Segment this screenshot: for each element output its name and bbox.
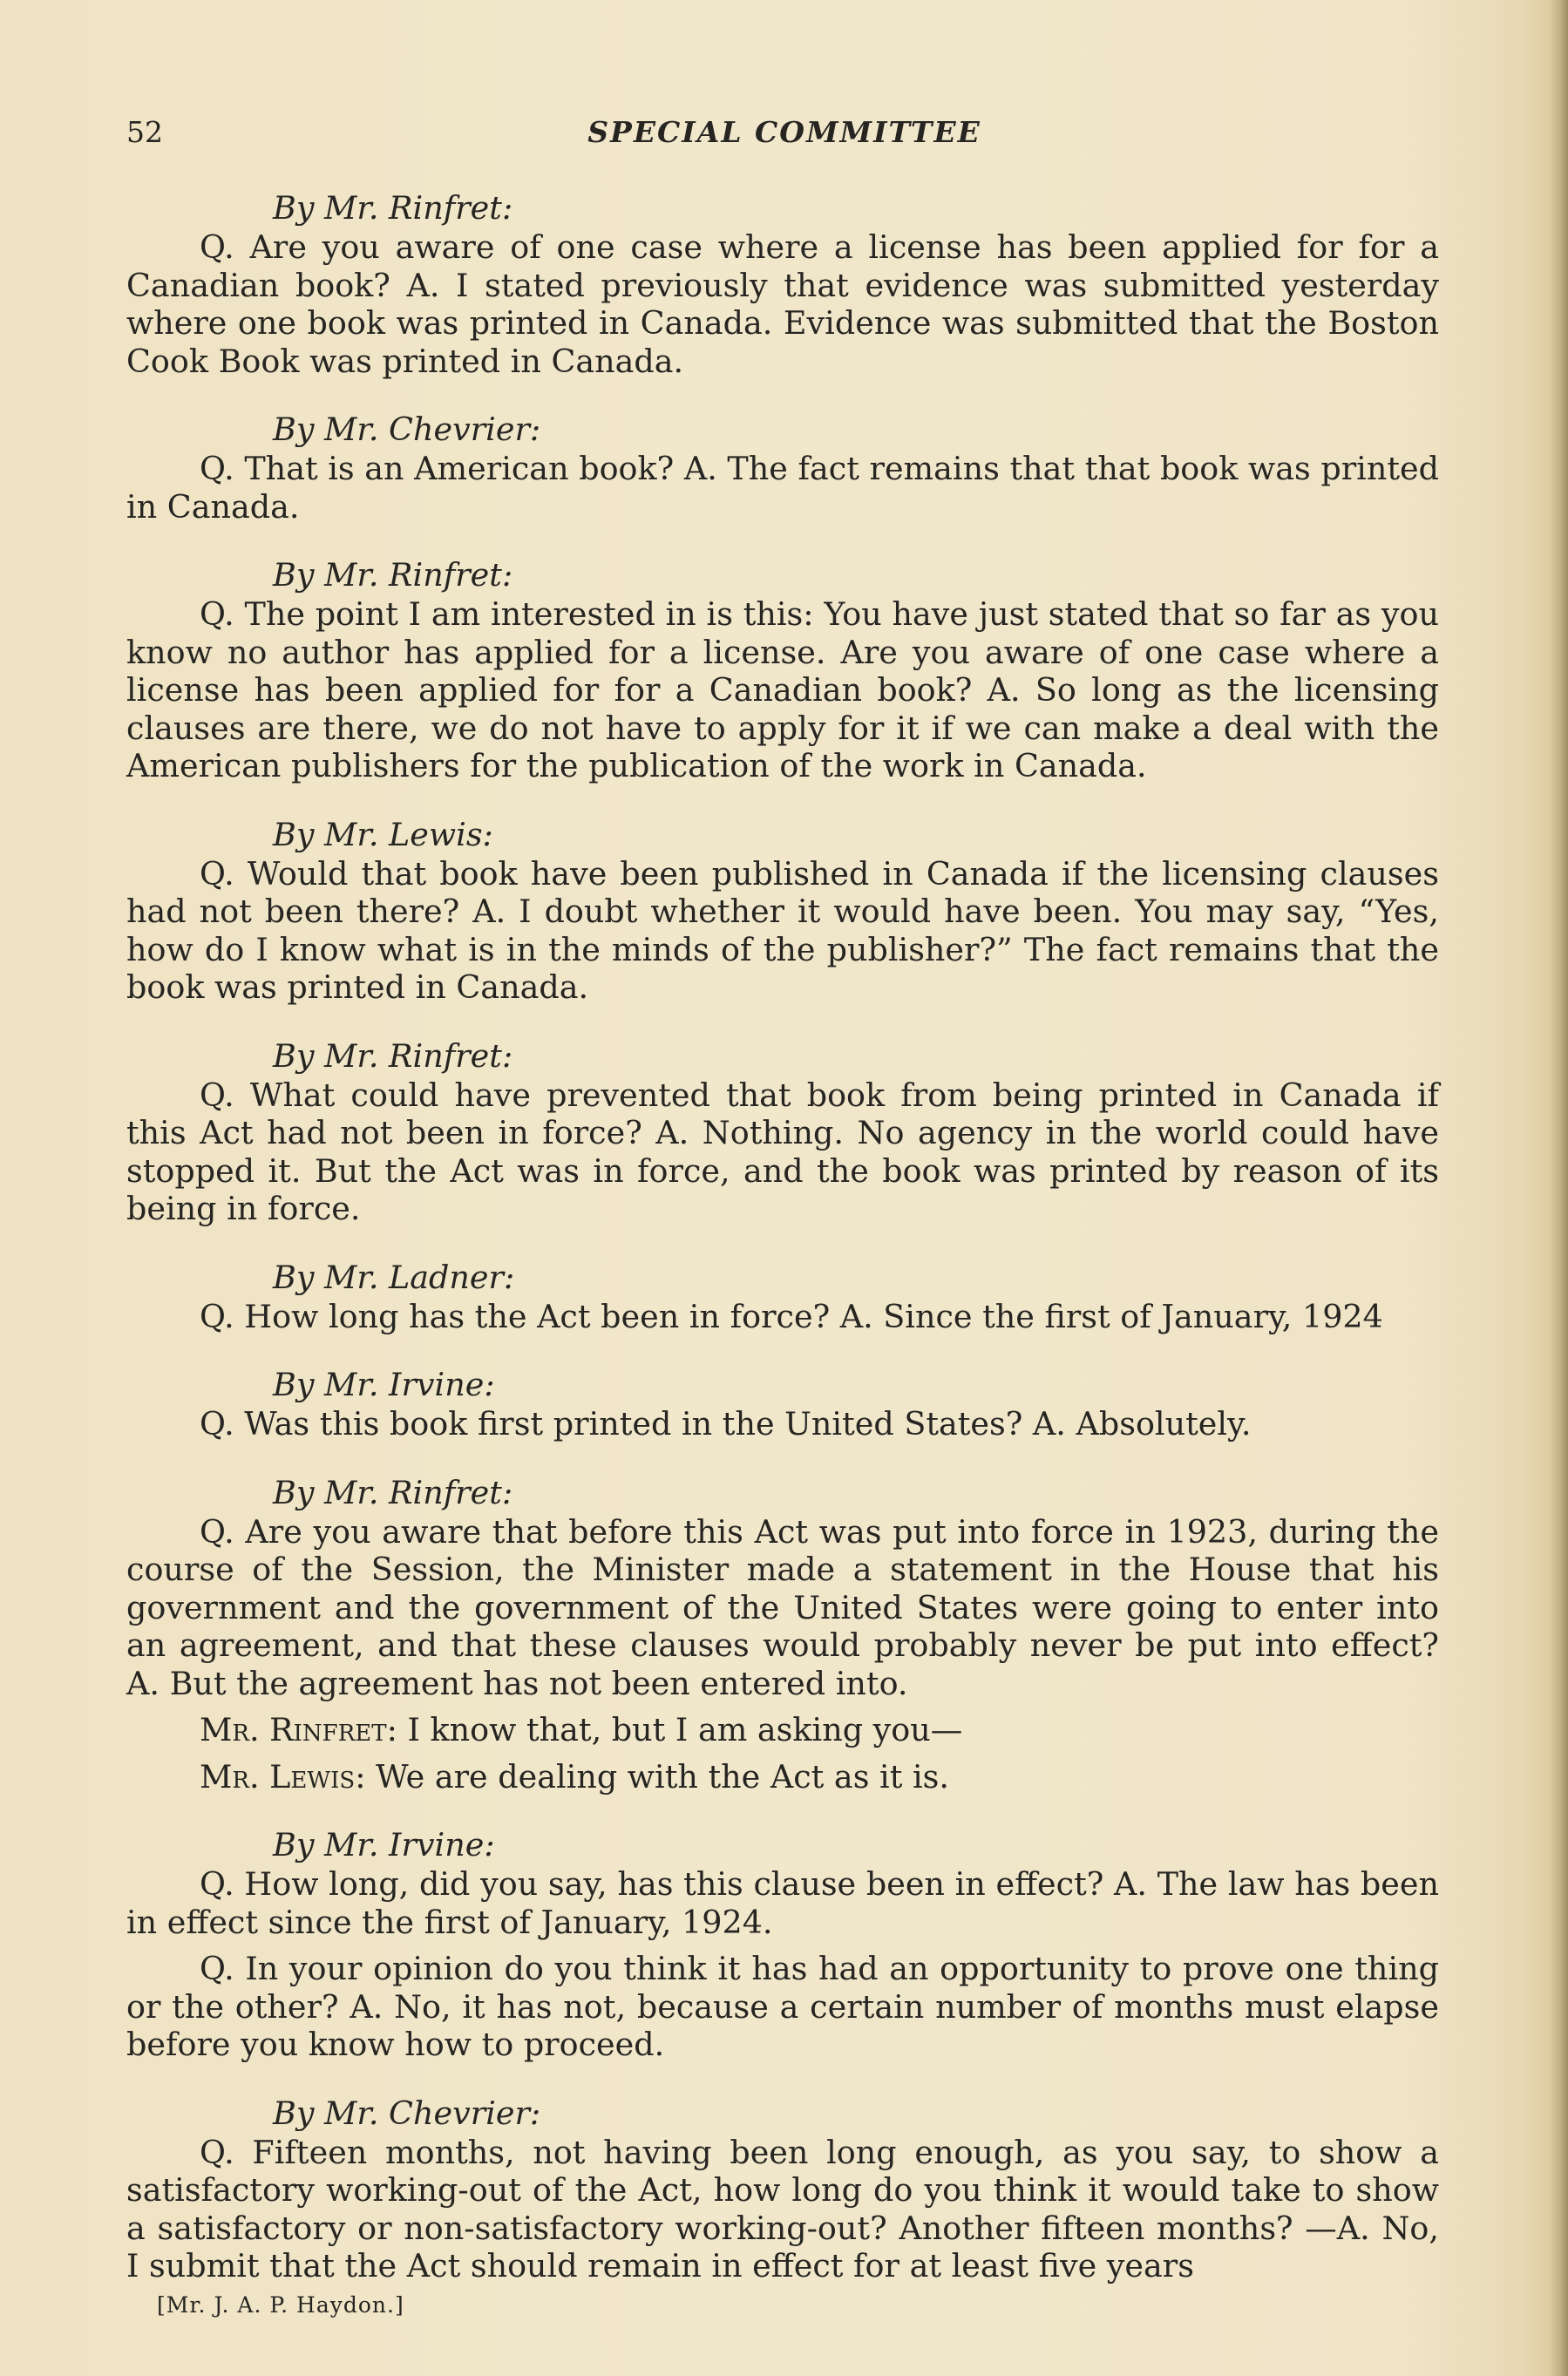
- page-number: 52: [126, 115, 163, 149]
- transcript-body: [126, 188, 1439, 2285]
- qa-paragraph: Q. Are you aware of one case where a license has been applied for for a Canadian book? A. I stated previously that evidence was submitted yesterday where one book was printed in Canada. Evidence was submitted that the Boston Cook Book was printed in Canada.: [126, 228, 1439, 380]
- section-rinfret-4: [126, 1473, 1439, 1703]
- page-header: [126, 115, 1442, 159]
- speaker-heading: By Mr. Chevrier:: [273, 2094, 541, 2132]
- section-chevrier-1: [126, 410, 1439, 526]
- interjection-name: Mr. Lewis: [200, 1757, 356, 1796]
- section-rinfret-3: [126, 1036, 1439, 1228]
- speaker-heading: By Mr. Rinfret:: [273, 1036, 513, 1075]
- speaker-heading: By Mr. Lewis:: [273, 815, 493, 853]
- running-head: SPECIAL COMMITTEE: [587, 115, 981, 149]
- speaker-heading: By Mr. Ladner:: [273, 1258, 515, 1296]
- speaker-heading: By Mr. Chevrier:: [273, 411, 541, 448]
- qa-paragraph: Q. How long has the Act been in force? A. Since the first of January, 1924: [200, 1297, 1383, 1335]
- qa-paragraph: Q. In your opinion do you think it has had an opportunity to prove one thing or the other? A. No, it has not, because a certain number of months must elapse before you know how to proceed.: [126, 1950, 1439, 2063]
- section-ladner-1: [126, 1258, 1439, 1336]
- section-irvine-2: [126, 1825, 1439, 2064]
- speaker-heading: By Mr. Rinfret:: [273, 1473, 513, 1511]
- qa-paragraph: Q. How long, did you say, has this clause been in effect? A. The law has been in effect since the first of January, 1924.: [126, 1865, 1439, 1941]
- qa-paragraph: Q. Fifteen months, not having been long enough, as you say, to show a satisfactory working-out of the Act, how long do you think it would take to show a satisfactory or non-satisfactory working-out? Another fifteen months? —A. No, I submit that the Act should remain in effect for at least five years: [126, 2133, 1439, 2284]
- section-chevrier-2: [126, 2094, 1439, 2285]
- qa-paragraph: Q. Would that book have been published in Canada if the licensing clauses had not been there? A. I doubt whether it would have been. You may say, “Yes, how do I know what is in the minds of the publisher?” The fact remains that the book was printed in Canada.: [126, 854, 1439, 1006]
- qa-paragraph: Q. Are you aware that before this Act was put into force in 1923, during the course of the Session, the Minister made a statement in the House that his government and the government of the United States were going to enter into an agreement, and that these clauses would probably never be put into effect? A. But the agreement has not been entered into.: [126, 1512, 1439, 1702]
- qa-paragraph: Q. Was this book first printed in the United States? A. Absolutely.: [200, 1405, 1252, 1443]
- interjection-text: : I know that, but I am asking you—: [386, 1711, 963, 1748]
- page-edge: [1549, 0, 1568, 2376]
- section-rinfret-2: [126, 555, 1439, 785]
- interjection-rinfret: [126, 1711, 1439, 1749]
- interjection-name: Mr. Rinfret: [200, 1711, 387, 1748]
- speaker-heading: By Mr. Rinfret:: [273, 556, 513, 594]
- witness-footer: [Mr. J. A. P. Haydon.]: [157, 2292, 404, 2318]
- qa-paragraph: Q. What could have prevented that book from being printed in Canada if this Act had not been in force? A. Nothing. No agency in the world could have stopped it. But the Act was in force, and the book was printed by reason of its being in force.: [126, 1076, 1439, 1227]
- section-irvine-1: [126, 1365, 1439, 1443]
- section-rinfret-1: [126, 188, 1439, 380]
- interjection-lewis: [126, 1758, 1439, 1796]
- speaker-heading: By Mr. Irvine:: [273, 1826, 495, 1863]
- qa-paragraph: Q. The point I am interested in is this: You have just stated that so far as you know no author has applied for a license. Are you aware of one case where a license has been applied for for a Canadian book? A. So long as the licensing clauses are there, we do not have to apply for it if we can make a deal with the American publishers for the publication of the work in Canada.: [126, 595, 1439, 784]
- interjection-text: : We are dealing with the Act as it is.: [355, 1757, 949, 1796]
- speaker-heading: By Mr. Rinfret:: [273, 189, 513, 227]
- qa-paragraph: Q. That is an American book? A. The fact remains that that book was printed in Canada.: [126, 450, 1439, 526]
- speaker-heading: By Mr. Irvine:: [273, 1366, 495, 1403]
- section-lewis-1: [126, 815, 1439, 1007]
